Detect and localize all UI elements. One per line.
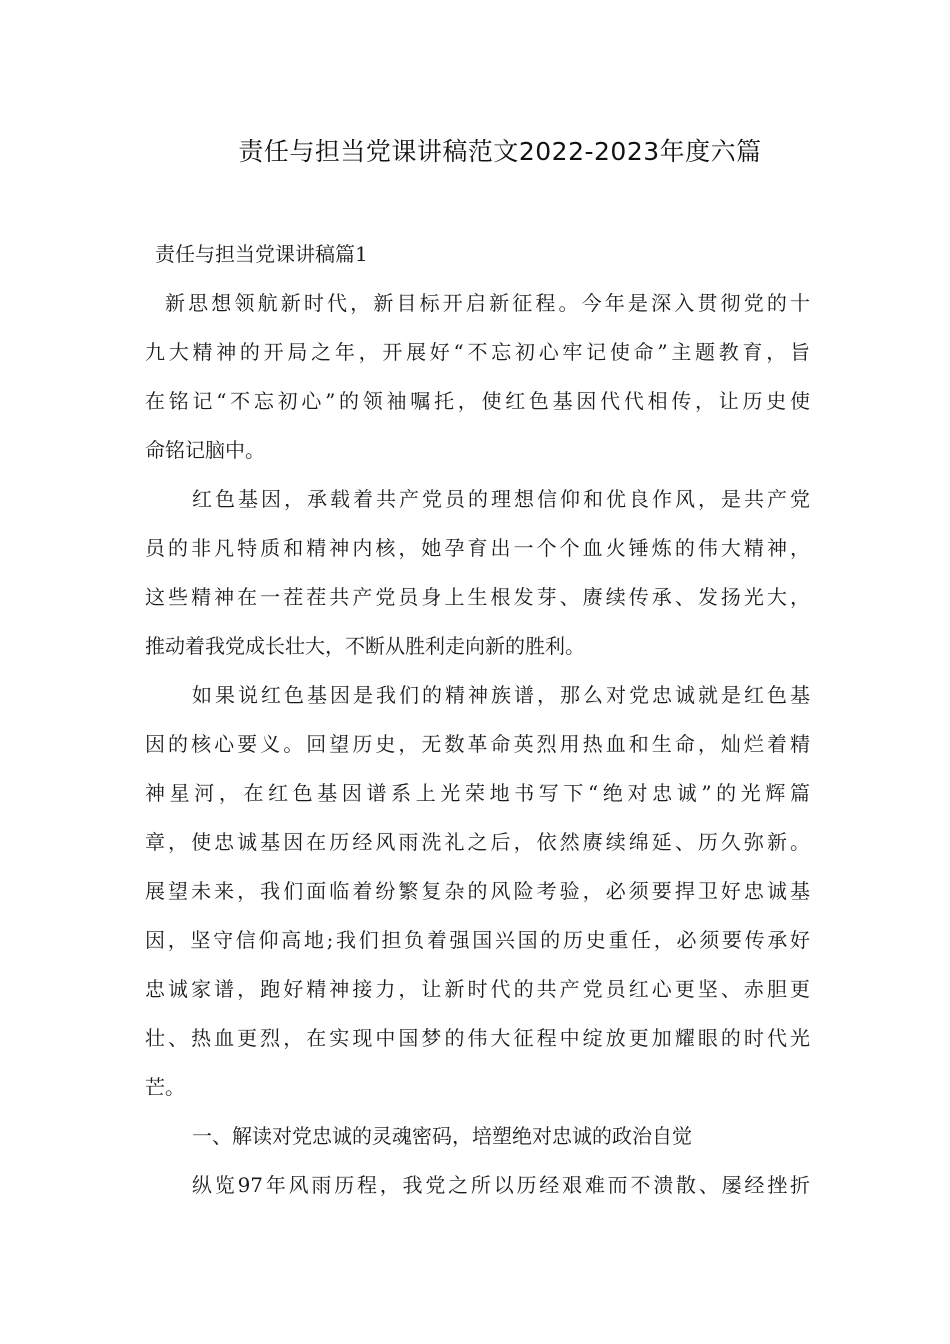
paragraph-line: 在铭记“不忘初心”的领袖嘱托，使红色基因代代相传，让历史使	[145, 389, 810, 413]
paragraph-line: 神星河，在红色基因谱系上光荣地书写下“绝对忠诚”的光辉篇	[145, 781, 810, 805]
paragraph-line: 推动着我党成长壮大，不断从胜利走向新的胜利。	[145, 634, 585, 658]
paragraph-line: 纵览97年风雨历程，我党之所以历经艰难而不溃散、屡经挫折	[192, 1173, 810, 1197]
paragraph-line: 九大精神的开局之年，开展好“不忘初心牢记使命”主题教育，旨	[145, 340, 810, 364]
paragraph-line: 红色基因，承载着共产党员的理想信仰和优良作风，是共产党	[192, 487, 810, 511]
subsection-heading: 一、解读对党忠诚的灵魂密码，培塑绝对忠诚的政治自觉	[192, 1124, 692, 1148]
paragraph-line: 章，使忠诚基因在历经风雨洗礼之后，依然赓续绵延、历久弥新。	[145, 830, 810, 854]
paragraph-line: 芒。	[145, 1075, 185, 1099]
paragraph-line: 这些精神在一茬茬共产党员身上生根发芽、赓续传承、发扬光大，	[145, 585, 810, 609]
paragraph-line: 因的核心要义。回望历史，无数革命英烈用热血和生命，灿烂着精	[145, 732, 810, 756]
document-title: 责任与担当党课讲稿范文2022-2023年度六篇	[238, 137, 762, 166]
paragraph-line: 因，坚守信仰高地;我们担负着强国兴国的历史重任，必须要传承好	[145, 928, 810, 952]
section-heading: 责任与担当党课讲稿篇1	[155, 242, 368, 266]
paragraph-line: 壮、热血更烈，在实现中国梦的伟大征程中绽放更加耀眼的时代光	[145, 1026, 810, 1050]
paragraph-line: 命铭记脑中。	[145, 438, 265, 462]
paragraph-line: 展望未来，我们面临着纷繁复杂的风险考验，必须要捍卫好忠诚基	[145, 879, 810, 903]
paragraph-line: 如果说红色基因是我们的精神族谱，那么对党忠诚就是红色基	[192, 683, 810, 707]
paragraph-line: 新思想领航新时代，新目标开启新征程。今年是深入贯彻党的十	[165, 291, 810, 315]
paragraph-line: 忠诚家谱，跑好精神接力，让新时代的共产党员红心更坚、赤胆更	[145, 977, 810, 1001]
paragraph-line: 员的非凡特质和精神内核，她孕育出一个个血火锤炼的伟大精神，	[145, 536, 810, 560]
